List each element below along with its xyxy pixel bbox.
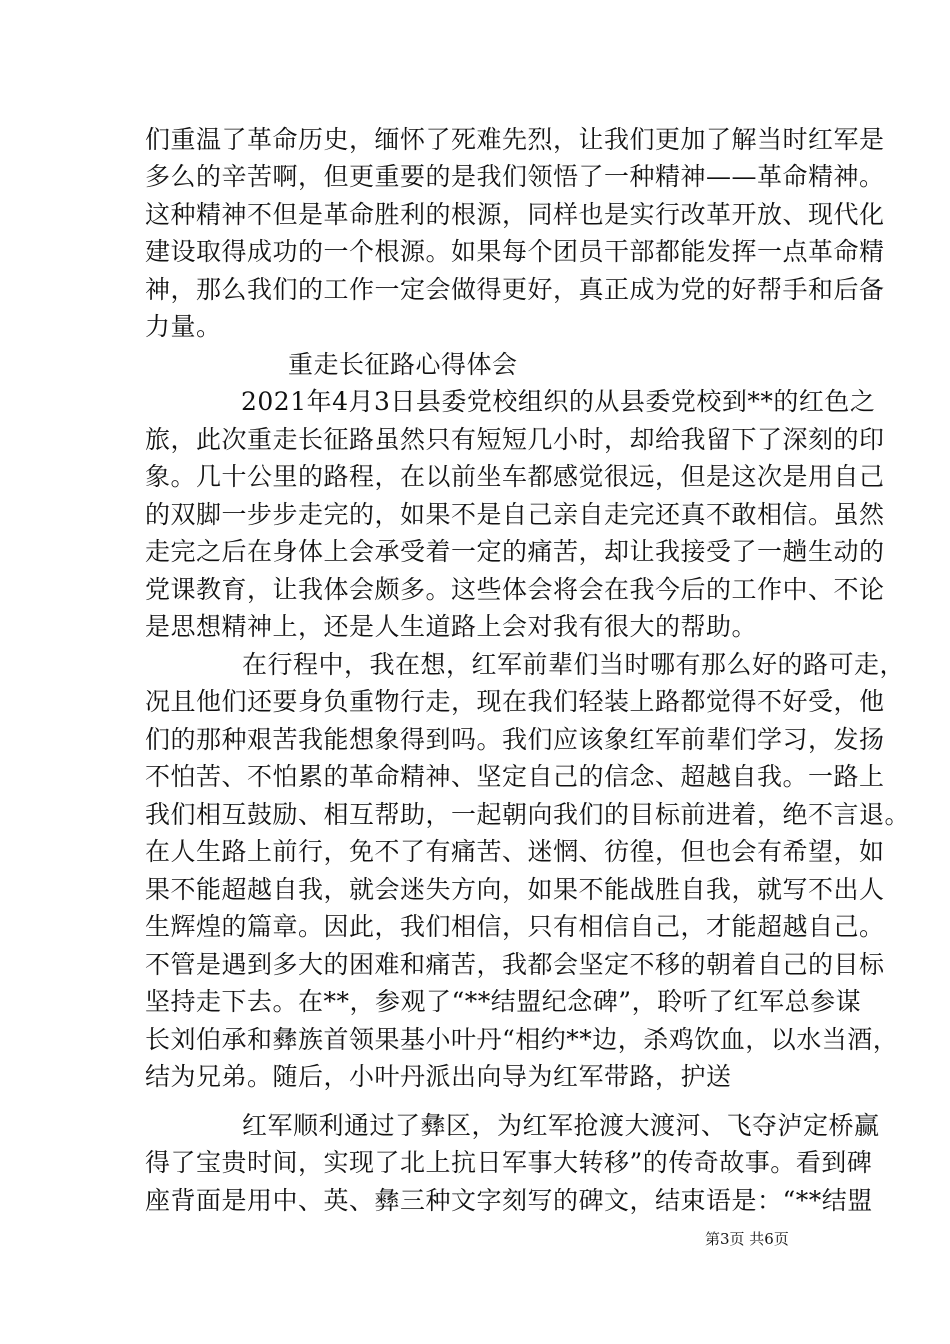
text-line: 生辉煌的篇章。因此，我们相信，只有相信自己，才能超越自己。 [145,912,885,941]
text-line: 们的那种艰苦我能想象得到吗。我们应该象红军前辈们学习，发扬 [145,725,885,754]
text-line: 我们相互鼓励、相互帮助，一起朝向我们的目标前进着，绝不言退。 [145,800,911,829]
text-line: 长刘伯承和彝族首领果基小叶丹“相约**边，杀鸡饮血，以水当酒， [145,1025,899,1054]
text-line: 这种精神不但是革命胜利的根源，同样也是实行改革开放、现代化 [145,200,885,229]
text-line: 得了宝贵时间，实现了北上抗日军事大转移”的传奇故事。看到碑 [145,1148,873,1177]
section-heading: 重走长征路心得体会 [288,350,518,379]
text-line: 2021年4月3日县委党校组织的从县委党校到**的红色之 [241,387,876,416]
text-line: 不怕苦、不怕累的革命精神、坚定自己的信念、超越自我。一路上 [145,762,885,791]
text-line: 是思想精神上，还是人生道路上会对我有很大的帮助。 [145,612,758,641]
text-line: 们重温了革命历史，缅怀了死难先烈，让我们更加了解当时红军是 [145,125,885,154]
page-number: 第3页 共6页 [705,1230,789,1248]
text-line: 建设取得成功的一个根源。如果每个团员干部都能发挥一点革命精 [145,237,885,266]
text-line: 党课教育，让我体会颇多。这些体会将会在我今后的工作中、不论 [145,575,885,604]
text-line: 神，那么我们的工作一定会做得更好，真正成为党的好帮手和后备 [145,275,885,304]
text-line: 力量。 [145,312,222,341]
text-line: 况且他们还要身负重物行走，现在我们轻装上路都觉得不好受，他 [145,687,885,716]
text-line: 走完之后在身体上会承受着一定的痛苦，却让我接受了一趟生动的 [145,537,885,566]
text-line: 象。几十公里的路程，在以前坐车都感觉很远，但是这次是用自己 [145,462,885,491]
text-line: 果不能超越自我，就会迷失方向，如果不能战胜自我，就写不出人 [145,875,885,904]
text-line: 坚持走下去。在**，参观了“**结盟纪念碑”，聆听了红军总参谋 [145,987,862,1016]
text-line: 在行程中，我在想，红军前辈们当时哪有那么好的路可走， [242,650,906,679]
text-line: 在人生路上前行，免不了有痛苦、迷惘、彷徨，但也会有希望，如 [145,837,885,866]
text-line: 的双脚一步步走完的，如果不是自己亲自走完还真不敢相信。虽然 [145,500,885,529]
text-line: 多么的辛苦啊，但更重要的是我们领悟了一种精神——革命精神。 [145,162,885,191]
text-line: 旅，此次重走长征路虽然只有短短几小时，却给我留下了深刻的印 [145,425,885,454]
text-line: 结为兄弟。随后，小叶丹派出向导为红军带路，护送 [145,1062,732,1091]
text-line: 不管是遇到多大的困难和痛苦，我都会坚定不移的朝着自己的目标 [145,950,885,979]
text-line: 红军顺利通过了彝区，为红军抢渡大渡河、飞夺泸定桥赢 [242,1111,880,1140]
text-line: 座背面是用中、英、彝三种文字刻写的碑文，结束语是：“**结盟 [145,1186,873,1215]
